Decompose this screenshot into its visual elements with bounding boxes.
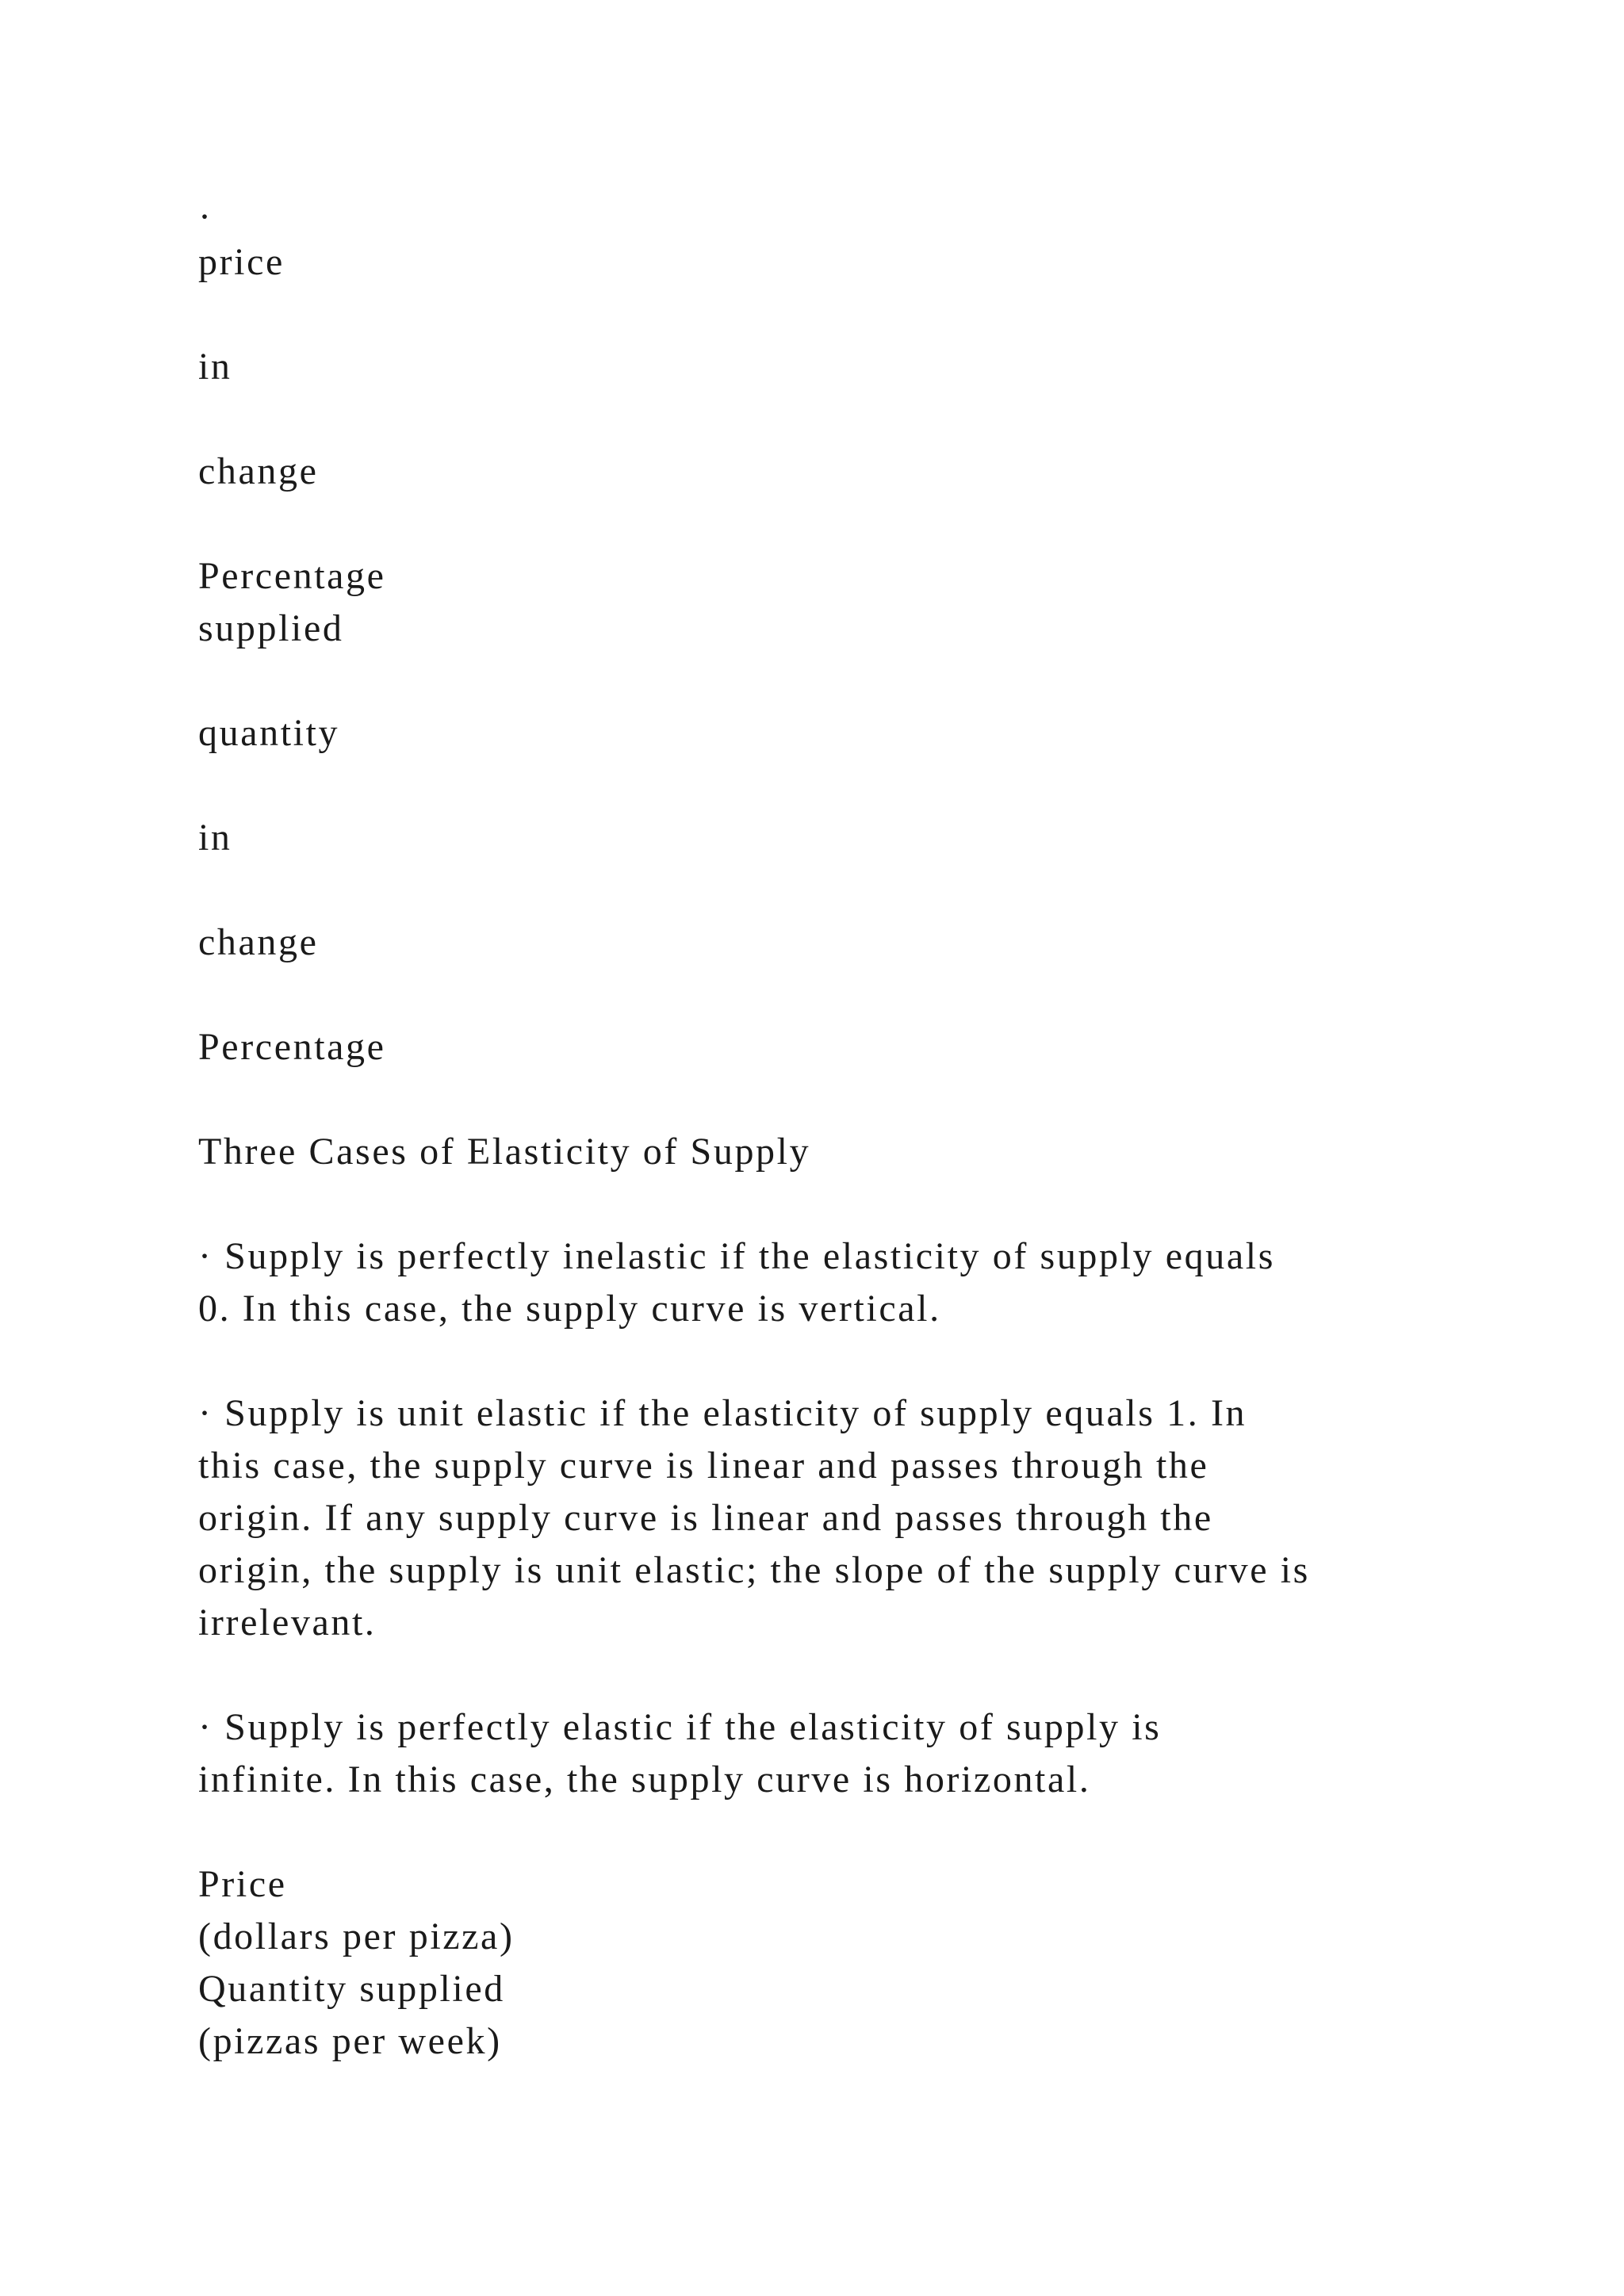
table-label: Quantity supplied: [198, 1968, 505, 2010]
bullet-line: · Supply is unit elastic if the elasticity of supply equals 1. In: [198, 1392, 1247, 1434]
formula-fragment: change: [198, 921, 319, 963]
bullet-item: [198, 1701, 1467, 1806]
bullet-line: infinite. In this case, the supply curve is horizontal.: [198, 1758, 1091, 1800]
bullet-item: [198, 1230, 1467, 1335]
formula-fragment: price: [198, 241, 285, 283]
bullet-line: origin, the supply is unit elastic; the slope of the supply curve is: [198, 1549, 1310, 1591]
bullet-line: · Supply is perfectly inelastic if the elasticity of supply equals: [198, 1235, 1275, 1277]
formula-fragment: supplied: [198, 607, 344, 649]
formula-fragment: Percentage: [198, 1026, 386, 1068]
document-page: [198, 198, 1467, 2068]
formula-fragment: in: [198, 817, 232, 859]
table-label: (pizzas per week): [198, 2020, 502, 2062]
bullet-item: [198, 1387, 1467, 1649]
section-heading: Three Cases of Elasticity of Supply: [198, 1131, 811, 1173]
formula-fragment: quantity: [198, 712, 340, 754]
bullet-line: this case, the supply curve is linear and passes through the: [198, 1445, 1209, 1487]
table-labels: [198, 1858, 1467, 2068]
table-label: (dollars per pizza): [198, 1915, 515, 1957]
bullet-line: · Supply is perfectly elastic if the elasticity of supply is: [198, 1706, 1162, 1748]
bullet-line: irrelevant.: [198, 1601, 377, 1644]
table-label: Price: [198, 1863, 287, 1905]
formula-fragment: change: [198, 450, 319, 492]
formula-fragment: Percentage: [198, 555, 386, 597]
bullet-line: 0. In this case, the supply curve is vertical.: [198, 1288, 941, 1330]
formula-fragment: in: [198, 346, 232, 388]
top-mark: ·: [198, 196, 213, 238]
formula-fragments: [198, 236, 1467, 1073]
bullet-line: origin. If any supply curve is linear and passes through the: [198, 1497, 1213, 1539]
